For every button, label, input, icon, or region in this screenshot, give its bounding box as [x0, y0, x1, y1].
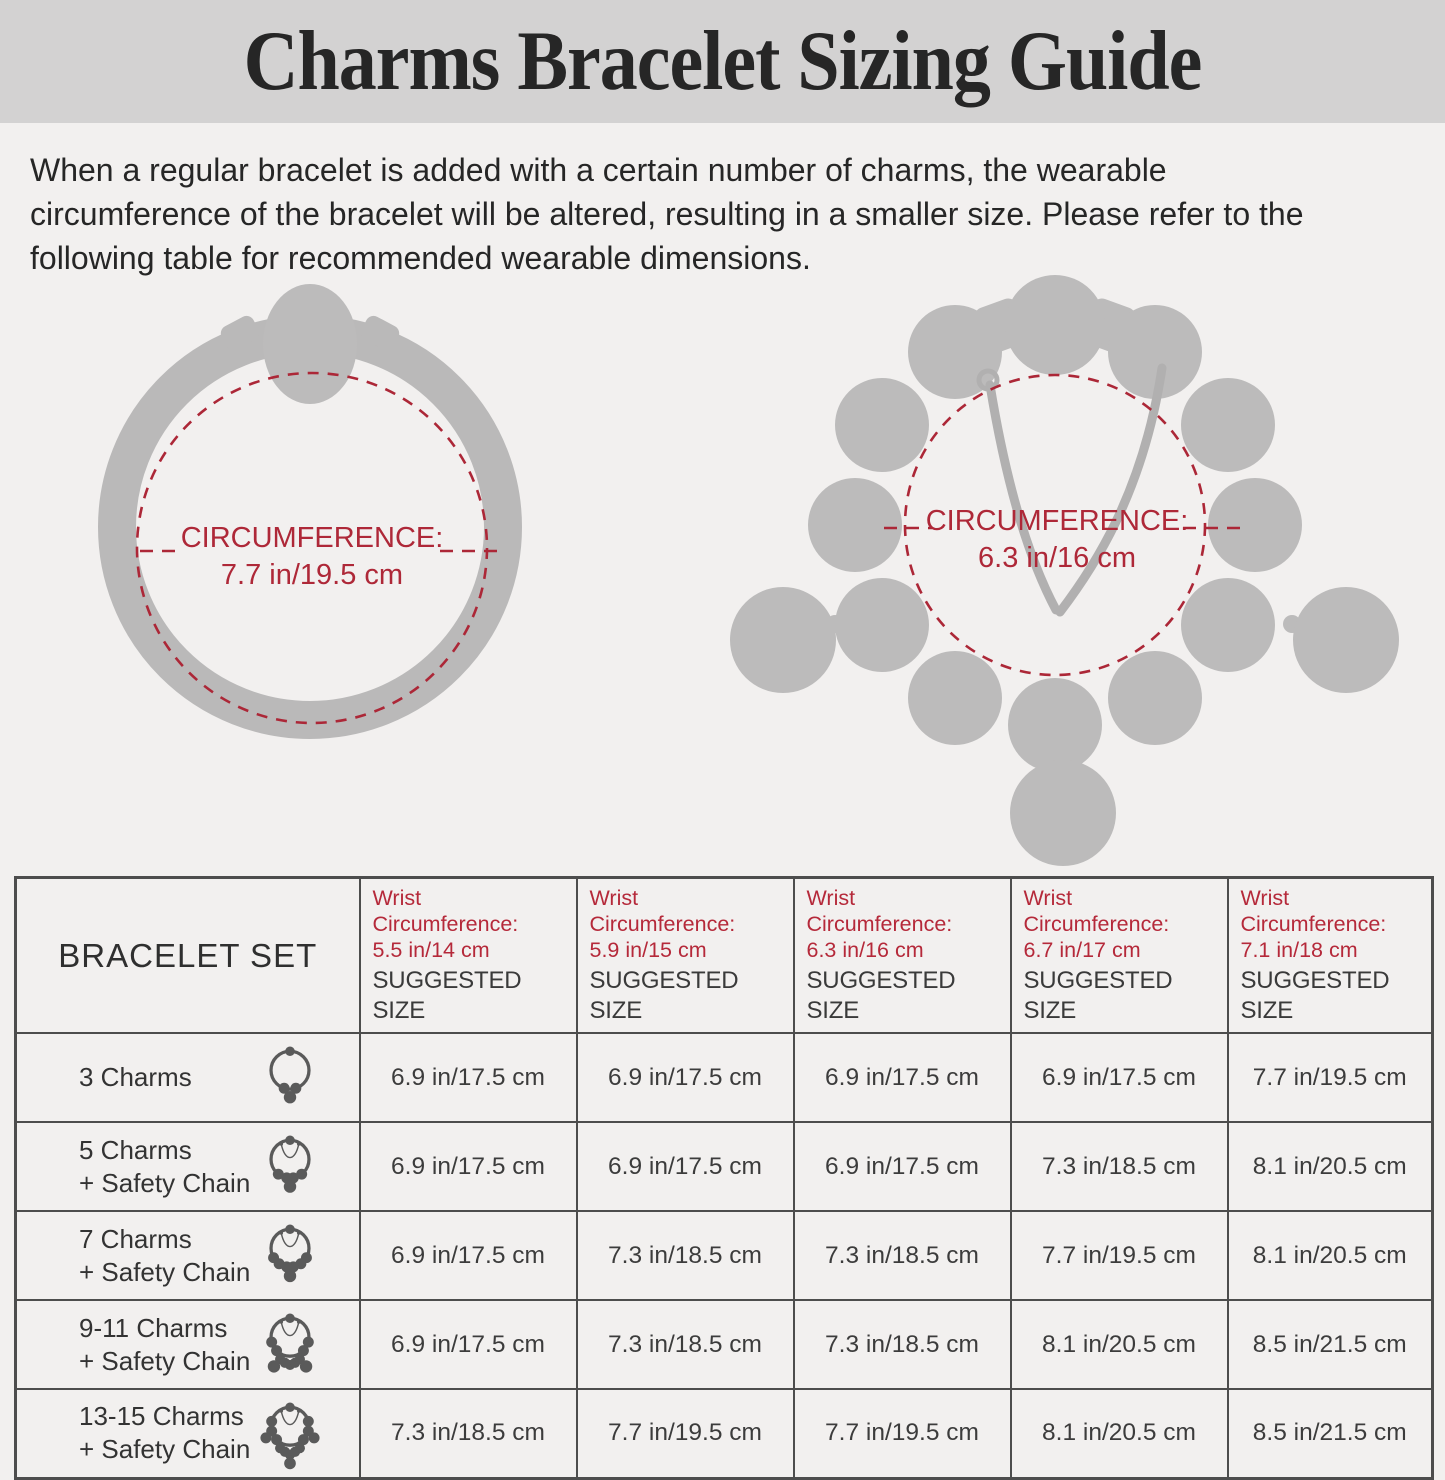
bracelet-set-header: BRACELET SET — [16, 878, 360, 1034]
size-cell: 7.3 in/18.5 cm — [360, 1389, 577, 1478]
suggested-size-label: SUGGESTED SIZE — [806, 967, 956, 1024]
bracelet-3-charms-icon — [257, 1041, 323, 1114]
size-cell: 6.9 in/17.5 cm — [360, 1122, 577, 1211]
charm-count: 5 Charms — [79, 1134, 192, 1165]
wrist-circumference-label: Wrist Circumference: — [372, 886, 519, 936]
size-cell: 7.3 in/18.5 cm — [577, 1211, 794, 1300]
size-cell: 8.5 in/21.5 cm — [1228, 1300, 1433, 1389]
bracelet-set-cell — [16, 1033, 360, 1122]
bracelet-5-charms-icon — [257, 1130, 323, 1203]
size-cell: 8.1 in/20.5 cm — [1228, 1122, 1433, 1211]
wrist-circumference-value: 6.3 in/16 cm — [806, 938, 924, 962]
table-row — [16, 1211, 1433, 1300]
suggested-size-label: SUGGESTED SIZE — [589, 967, 739, 1024]
charm-count: 3 Charms — [79, 1062, 192, 1092]
col-header-wrist-2 — [577, 878, 794, 1034]
bracelet-set-cell — [16, 1122, 360, 1211]
charm-circumference-label: CIRCUMFERENCE: — [925, 505, 1189, 537]
wrist-circumference-value: 7.1 in/18 cm — [1240, 938, 1358, 962]
size-cell: 8.1 in/20.5 cm — [1011, 1300, 1228, 1389]
bracelet-set-cell — [16, 1389, 360, 1478]
charm-circumference-value: 6.3 in/16 cm — [978, 542, 1136, 574]
bracelet-13-15-charms-icon — [257, 1397, 323, 1470]
wrist-circumference-value: 5.9 in/15 cm — [589, 938, 707, 962]
safety-chain — [979, 368, 1162, 612]
table-row — [16, 1389, 1433, 1478]
size-cell: 6.9 in/17.5 cm — [360, 1211, 577, 1300]
intro-line: following table for recommended wearable dimensions. — [30, 240, 811, 276]
size-cell: 8.1 in/20.5 cm — [1011, 1389, 1228, 1478]
wrist-circumference-label: Wrist Circumference: — [589, 886, 736, 936]
bracelet-9-11-charms-icon — [257, 1308, 323, 1381]
size-cell: 7.3 in/18.5 cm — [1011, 1122, 1228, 1211]
size-cell: 7.7 in/19.5 cm — [1011, 1211, 1228, 1300]
page-title: Charms Bracelet Sizing Guide — [243, 13, 1202, 108]
size-cell: 6.9 in/17.5 cm — [360, 1033, 577, 1122]
col-header-wrist-3 — [794, 878, 1011, 1034]
size-cell: 6.9 in/17.5 cm — [577, 1033, 794, 1122]
plain-circumference-value: 7.7 in/19.5 cm — [220, 559, 404, 591]
sizing-table — [14, 876, 1434, 1480]
size-cell: 6.9 in/17.5 cm — [1011, 1033, 1228, 1122]
bracelet-diagrams — [0, 280, 1445, 872]
charm-count: 9-11 Charms — [79, 1312, 228, 1343]
table-header-row — [16, 878, 1433, 1034]
table-row — [16, 1033, 1433, 1122]
wrist-circumference-value: 5.5 in/14 cm — [372, 938, 490, 962]
charm-count: 13-15 Charms — [79, 1401, 244, 1432]
size-cell: 7.7 in/19.5 cm — [577, 1389, 794, 1478]
title-banner — [0, 0, 1445, 123]
size-cell: 6.9 in/17.5 cm — [794, 1122, 1011, 1211]
size-cell: 7.3 in/18.5 cm — [794, 1300, 1011, 1389]
bracelet-set-label — [79, 1312, 250, 1378]
wrist-circumference-value: 6.7 in/17 cm — [1023, 938, 1141, 962]
safety-chain-note: + Safety Chain — [79, 1345, 251, 1376]
suggested-size-label: SUGGESTED SIZE — [1023, 967, 1173, 1024]
size-cell: 6.9 in/17.5 cm — [577, 1122, 794, 1211]
bracelet-7-charms-icon — [257, 1219, 323, 1292]
charm-count: 7 Charms — [79, 1223, 192, 1254]
bracelet-set-label — [79, 1061, 192, 1094]
size-cell: 8.5 in/21.5 cm — [1228, 1389, 1433, 1478]
size-cell: 8.1 in/20.5 cm — [1228, 1211, 1433, 1300]
bracelet-set-label — [79, 1223, 250, 1289]
bracelet-set-label — [79, 1134, 250, 1200]
wrist-circumference-label: Wrist Circumference: — [1240, 886, 1387, 936]
bracelet-set-cell — [16, 1211, 360, 1300]
table-row — [16, 1300, 1433, 1389]
wrist-circumference-label: Wrist Circumference: — [806, 886, 953, 936]
safety-chain-note: + Safety Chain — [79, 1434, 251, 1465]
size-cell: 7.3 in/18.5 cm — [794, 1211, 1011, 1300]
bracelet-set-label — [79, 1400, 250, 1466]
size-cell: 6.9 in/17.5 cm — [794, 1033, 1011, 1122]
size-cell: 7.7 in/19.5 cm — [794, 1389, 1011, 1478]
plain-bracelet-silhouette — [117, 284, 503, 720]
size-cell: 6.9 in/17.5 cm — [360, 1300, 577, 1389]
intro-line: When a regular bracelet is added with a certain number of charms, the wearable — [30, 152, 1167, 188]
table-row — [16, 1122, 1433, 1211]
safety-chain-note: + Safety Chain — [79, 1256, 251, 1287]
intro-paragraph — [30, 148, 1430, 280]
intro-line: circumference of the bracelet will be altered, resulting in a smaller size. Please refer to the — [30, 196, 1304, 232]
safety-chain-note: + Safety Chain — [79, 1167, 251, 1198]
col-header-wrist-1 — [360, 878, 577, 1034]
col-header-wrist-4 — [1011, 878, 1228, 1034]
size-cell: 7.7 in/19.5 cm — [1228, 1033, 1433, 1122]
suggested-size-label: SUGGESTED SIZE — [372, 967, 522, 1024]
bracelet-set-cell — [16, 1300, 360, 1389]
wrist-circumference-label: Wrist Circumference: — [1023, 886, 1170, 936]
size-cell: 7.3 in/18.5 cm — [577, 1300, 794, 1389]
col-header-wrist-5 — [1228, 878, 1433, 1034]
suggested-size-label: SUGGESTED SIZE — [1240, 967, 1390, 1024]
plain-circumference-label: CIRCUMFERENCE: — [180, 522, 444, 554]
